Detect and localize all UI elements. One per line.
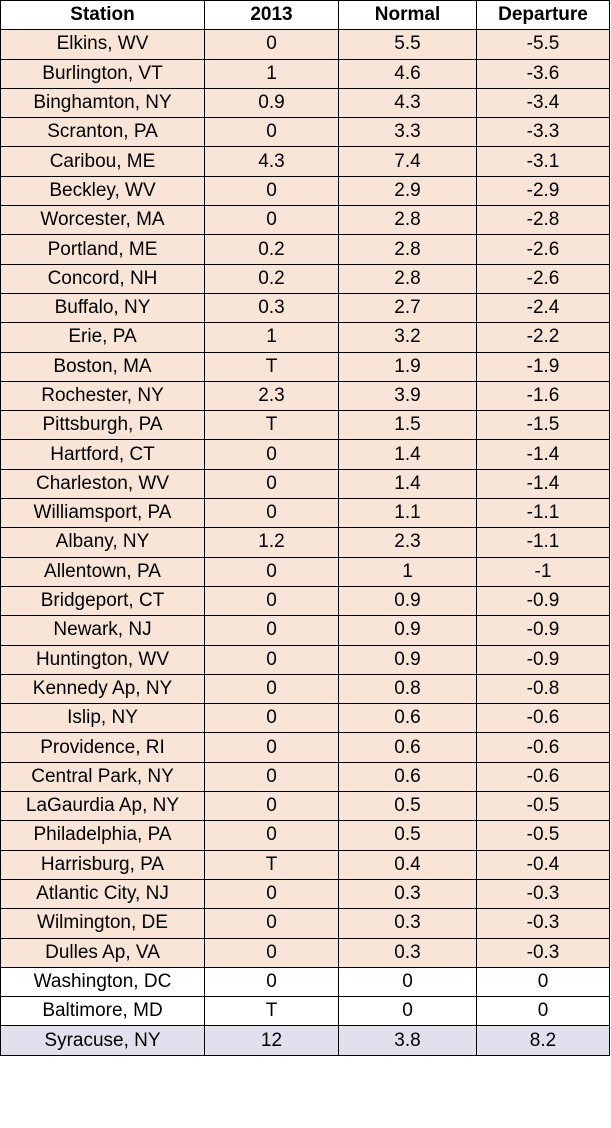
cell-departure: -3.3 [477,118,610,147]
cell-station: Hartford, CT [1,440,205,469]
table-row [1,733,610,762]
table-row [1,30,610,59]
cell-departure: -0.4 [477,850,610,879]
cell-departure: -1.6 [477,381,610,410]
cell-normal: 0.6 [339,733,477,762]
cell-station: Scranton, PA [1,118,205,147]
cell-station: Pittsburgh, PA [1,411,205,440]
cell-normal: 1.4 [339,440,477,469]
cell-departure: 0 [477,997,610,1026]
table-row [1,850,610,879]
cell-normal: 0.3 [339,938,477,967]
table-row [1,206,610,235]
cell-departure: -2.6 [477,264,610,293]
cell-normal: 1 [339,557,477,586]
cell-departure: -5.5 [477,30,610,59]
table-row [1,235,610,264]
cell-2013: 0.2 [205,235,339,264]
cell-normal: 2.8 [339,264,477,293]
cell-normal: 5.5 [339,30,477,59]
cell-normal: 2.8 [339,206,477,235]
cell-2013: 2.3 [205,381,339,410]
cell-departure: -1.1 [477,528,610,557]
table-row [1,1026,610,1055]
cell-normal: 0.8 [339,674,477,703]
cell-departure: 8.2 [477,1026,610,1055]
cell-departure: -0.3 [477,909,610,938]
cell-normal: 1.4 [339,469,477,498]
header-departure: Departure [477,1,610,30]
cell-station: Providence, RI [1,733,205,762]
cell-station: Worcester, MA [1,206,205,235]
table-row [1,997,610,1026]
cell-2013: T [205,997,339,1026]
cell-normal: 7.4 [339,147,477,176]
table-row [1,381,610,410]
header-normal: Normal [339,1,477,30]
table-row [1,176,610,205]
cell-2013: 0 [205,616,339,645]
table-row [1,118,610,147]
cell-departure: -0.3 [477,879,610,908]
cell-departure: -1.1 [477,499,610,528]
cell-departure: -0.9 [477,645,610,674]
table-row [1,586,610,615]
cell-station: Rochester, NY [1,381,205,410]
cell-2013: 4.3 [205,147,339,176]
cell-normal: 4.3 [339,88,477,117]
cell-normal: 0.3 [339,879,477,908]
cell-departure: -3.6 [477,59,610,88]
cell-departure: -1.5 [477,411,610,440]
cell-station: Williamsport, PA [1,499,205,528]
cell-2013: 1.2 [205,528,339,557]
cell-normal: 0 [339,967,477,996]
cell-departure: -0.5 [477,821,610,850]
table-row [1,616,610,645]
cell-departure: -0.9 [477,586,610,615]
cell-2013: T [205,850,339,879]
cell-station: Boston, MA [1,352,205,381]
cell-station: Allentown, PA [1,557,205,586]
table-row [1,499,610,528]
cell-normal: 1.1 [339,499,477,528]
cell-2013: T [205,411,339,440]
cell-departure: -1.4 [477,440,610,469]
cell-normal: 1.5 [339,411,477,440]
cell-2013: 1 [205,323,339,352]
cell-station: Harrisburg, PA [1,850,205,879]
cell-2013: 0 [205,792,339,821]
table-row [1,323,610,352]
cell-normal: 3.3 [339,118,477,147]
cell-departure: -1 [477,557,610,586]
cell-station: Atlantic City, NJ [1,879,205,908]
cell-2013: 0 [205,176,339,205]
cell-station: Erie, PA [1,323,205,352]
cell-station: Portland, ME [1,235,205,264]
cell-2013: 0 [205,909,339,938]
cell-station: Bridgeport, CT [1,586,205,615]
table-row [1,528,610,557]
cell-station: Wilmington, DE [1,909,205,938]
cell-departure: -0.6 [477,704,610,733]
cell-departure: -2.9 [477,176,610,205]
cell-normal: 2.3 [339,528,477,557]
cell-2013: 0 [205,967,339,996]
cell-departure: -2.8 [477,206,610,235]
table-row [1,264,610,293]
cell-2013: 0 [205,879,339,908]
header-station: Station [1,1,205,30]
table-row [1,147,610,176]
cell-normal: 4.6 [339,59,477,88]
cell-station: Caribou, ME [1,147,205,176]
cell-2013: 0 [205,206,339,235]
cell-normal: 0.6 [339,704,477,733]
table-body [1,30,610,1055]
cell-departure: -0.8 [477,674,610,703]
cell-normal: 3.2 [339,323,477,352]
cell-normal: 3.8 [339,1026,477,1055]
cell-2013: 1 [205,59,339,88]
cell-normal: 1.9 [339,352,477,381]
cell-2013: 0 [205,821,339,850]
cell-station: Washington, DC [1,967,205,996]
cell-departure: 0 [477,967,610,996]
cell-station: Dulles Ap, VA [1,938,205,967]
table-row [1,352,610,381]
cell-2013: 0 [205,704,339,733]
cell-normal: 0.9 [339,645,477,674]
table-row [1,557,610,586]
table-row [1,293,610,322]
cell-normal: 2.9 [339,176,477,205]
cell-station: Charleston, WV [1,469,205,498]
cell-station: Islip, NY [1,704,205,733]
table-row [1,704,610,733]
cell-normal: 0.3 [339,909,477,938]
cell-station: Albany, NY [1,528,205,557]
cell-2013: 0 [205,557,339,586]
cell-station: Beckley, WV [1,176,205,205]
table-row [1,792,610,821]
cell-departure: -0.6 [477,733,610,762]
table-row [1,909,610,938]
table-row [1,440,610,469]
cell-2013: 0 [205,440,339,469]
table-row [1,821,610,850]
cell-station: Huntington, WV [1,645,205,674]
table-row [1,938,610,967]
cell-departure: -2.2 [477,323,610,352]
cell-2013: 0 [205,586,339,615]
cell-station: LaGaurdia Ap, NY [1,792,205,821]
cell-departure: -0.5 [477,792,610,821]
cell-normal: 0.9 [339,616,477,645]
table-row [1,674,610,703]
table-row [1,88,610,117]
header-row [1,1,610,30]
cell-station: Newark, NJ [1,616,205,645]
cell-station: Elkins, WV [1,30,205,59]
table-row [1,59,610,88]
cell-station: Burlington, VT [1,59,205,88]
cell-normal: 0.5 [339,792,477,821]
cell-normal: 0.4 [339,850,477,879]
cell-station: Philadelphia, PA [1,821,205,850]
cell-station: Concord, NH [1,264,205,293]
cell-2013: 0.2 [205,264,339,293]
cell-2013: 0 [205,499,339,528]
cell-2013: 0 [205,733,339,762]
cell-2013: 0 [205,762,339,791]
cell-departure: -2.6 [477,235,610,264]
cell-2013: 0 [205,30,339,59]
cell-station: Kennedy Ap, NY [1,674,205,703]
cell-2013: 0 [205,645,339,674]
cell-normal: 0.6 [339,762,477,791]
cell-station: Syracuse, NY [1,1026,205,1055]
table-row [1,469,610,498]
cell-2013: T [205,352,339,381]
table-row [1,645,610,674]
cell-2013: 12 [205,1026,339,1055]
table-row [1,411,610,440]
cell-departure: -2.4 [477,293,610,322]
cell-station: Buffalo, NY [1,293,205,322]
cell-normal: 0.5 [339,821,477,850]
cell-normal: 2.8 [339,235,477,264]
table-row [1,762,610,791]
cell-departure: -3.4 [477,88,610,117]
cell-departure: -0.6 [477,762,610,791]
cell-normal: 3.9 [339,381,477,410]
table-row [1,879,610,908]
cell-2013: 0 [205,469,339,498]
cell-2013: 0 [205,118,339,147]
cell-normal: 0.9 [339,586,477,615]
cell-2013: 0.3 [205,293,339,322]
header-2013: 2013 [205,1,339,30]
cell-2013: 0 [205,674,339,703]
cell-station: Baltimore, MD [1,997,205,1026]
cell-normal: 2.7 [339,293,477,322]
cell-station: Central Park, NY [1,762,205,791]
cell-departure: -0.9 [477,616,610,645]
cell-station: Binghamton, NY [1,88,205,117]
table-row [1,967,610,996]
cell-departure: -1.4 [477,469,610,498]
cell-departure: -3.1 [477,147,610,176]
cell-departure: -0.3 [477,938,610,967]
cell-2013: 0.9 [205,88,339,117]
cell-normal: 0 [339,997,477,1026]
cell-departure: -1.9 [477,352,610,381]
cell-2013: 0 [205,938,339,967]
